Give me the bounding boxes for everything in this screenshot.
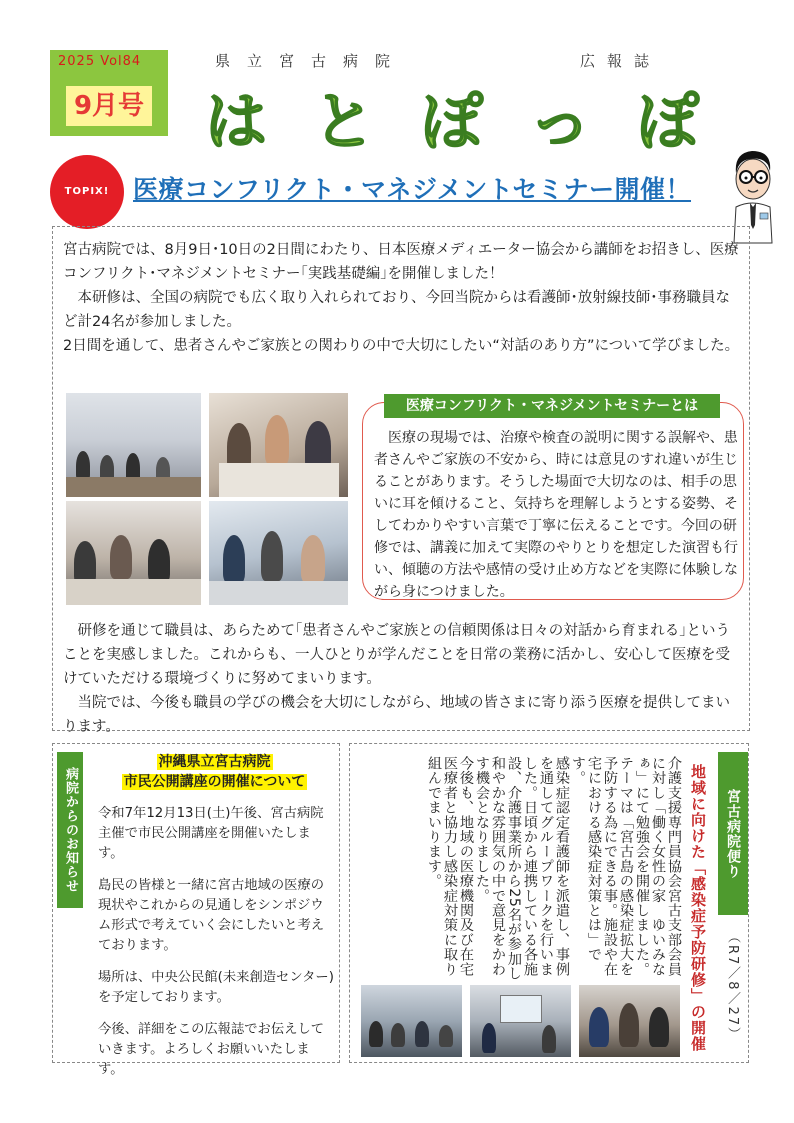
masthead-title: はとぽっぽ bbox=[205, 85, 746, 158]
news-headline: 地域に向けた「感染症予防研修」の開催 bbox=[689, 764, 707, 1052]
seminar-photo-group-1 bbox=[209, 393, 348, 497]
training-photo-1 bbox=[361, 985, 462, 1057]
news-paragraph-1: 介護支援専門員協会宮古支部会員に対し「働く女性の家 ゆいみなぁ」にて勉強会を開催しました。 bbox=[634, 756, 682, 977]
seminar-photo-group-2 bbox=[66, 501, 201, 605]
hospital-name: 県立宮古病院 bbox=[215, 52, 408, 70]
notice-article bbox=[98, 804, 334, 1092]
notice-paragraph-2: 島民の皆様と一緒に宮古地域の医療の現状やこれからの見通しをシンポジウム形式で考えていく会にしたいと考えております。 bbox=[98, 878, 325, 953]
notice-paragraph-4: 今後、詳細をこの広報誌でお伝えしていきます。よろしくお願いいたします。 bbox=[98, 1022, 325, 1077]
lecture-title-line-2: 市民公開講座の開催について bbox=[123, 774, 306, 790]
about-seminar-text: 医療の現場では、治療や検査の説明に関する誤解や、患者さんやご家族の不安から、時には意見のすれ違いが生じることがあります。そうした場面で大切なのは、相手の思いに耳を傾けること、気持ちを理解しようとする姿勢、そしてわかりやすい言葉で丁寧に伝えることです。今回の研修では、講義に加えて実際のやりとりを想定した演習も行い、傾聴の方法や感情の受け止め方などを実際に体験しながら身につけました。 bbox=[374, 430, 738, 600]
conclusion-article bbox=[63, 619, 743, 739]
conclusion-paragraph-2: 当院では、今後も職員の学びの機会を大切にしながら、地域の皆さまに寄り添う医療を提供してまいります。 bbox=[63, 695, 730, 735]
topix-badge: TOPIX! bbox=[50, 155, 124, 229]
intro-article bbox=[63, 238, 743, 358]
issue-month: 9月号 bbox=[66, 86, 152, 126]
seminar-photo-lecture bbox=[66, 393, 201, 497]
about-seminar-title: 医療コンフリクト・マネジメントセミナーとは bbox=[384, 394, 720, 418]
news-article bbox=[362, 756, 682, 981]
seminar-photo-group-3 bbox=[209, 501, 348, 605]
lecture-title bbox=[107, 752, 322, 792]
news-paragraph-4: 今後も、地域の医療機関及び在宅医療者と協力し感染症対策に取り組んでまいります。 bbox=[426, 756, 474, 977]
intro-paragraph-3: 2日間を通して、患者さんやご家族との関わりの中で大切にしたい“対話のあり方”について学びました。 bbox=[63, 338, 740, 354]
news-paragraph-2: テーマは「宮古島の感染症拡大を予防する為にできる事。施設や在宅における感染症対策とは」です。 bbox=[570, 756, 634, 977]
lecture-title-line-1: 沖縄県立宮古病院 bbox=[158, 754, 271, 770]
training-photo-3 bbox=[579, 985, 680, 1057]
notice-tab: 病院からのお知らせ bbox=[57, 752, 83, 908]
notice-paragraph-1: 令和7年12月13日(土)午後、宮古病院主催で市民公開講座を開催いたします。 bbox=[98, 806, 324, 861]
publication-kind: 広報誌 bbox=[580, 52, 662, 70]
topix-headline: 医療コンフリクト・マネジメントセミナー開催！ bbox=[133, 175, 692, 204]
issue-volume: 2025 Vol84 bbox=[58, 54, 142, 69]
news-paragraph-3: 感染症認定看護師を派遣し、事例を通してグループワークを行いました。日頃から連携している各施設、介護事業所から25名が参加し和やかな雰囲気の中で意見をかわす機会となりました。 bbox=[474, 756, 570, 981]
intro-paragraph-1: 宮古病院では、8月9日･10日の2日間にわたり、日本医療メディエーター協会から講師をお招きし、医療コンフリクト･マネジメントセミナー｢実践基礎編｣を開催しました！ bbox=[63, 242, 739, 282]
conclusion-paragraph-1: 研修を通じて職員は、あらためて｢患者さんやご家族との信頼関係は日々の対話から育まれる｣ということを実感しました。これからも、一人ひとりが学んだことを日常の業務に活かし、安心して医療を受けていただける環境づくりに努めてまいります。 bbox=[63, 623, 730, 687]
intro-paragraph-2: 本研修は、全国の病院でも広く取り入れられており、今回当院からは看護師･放射線技師･事務職員など計24名が参加しました。 bbox=[63, 290, 730, 330]
news-tab: 宮古病院便り bbox=[718, 752, 748, 915]
training-photo-2 bbox=[470, 985, 571, 1057]
notice-paragraph-3: 場所は、中央公民館(未来創造センター)を予定しております。 bbox=[98, 970, 334, 1005]
news-date: （R7／8／27） bbox=[725, 930, 740, 1043]
